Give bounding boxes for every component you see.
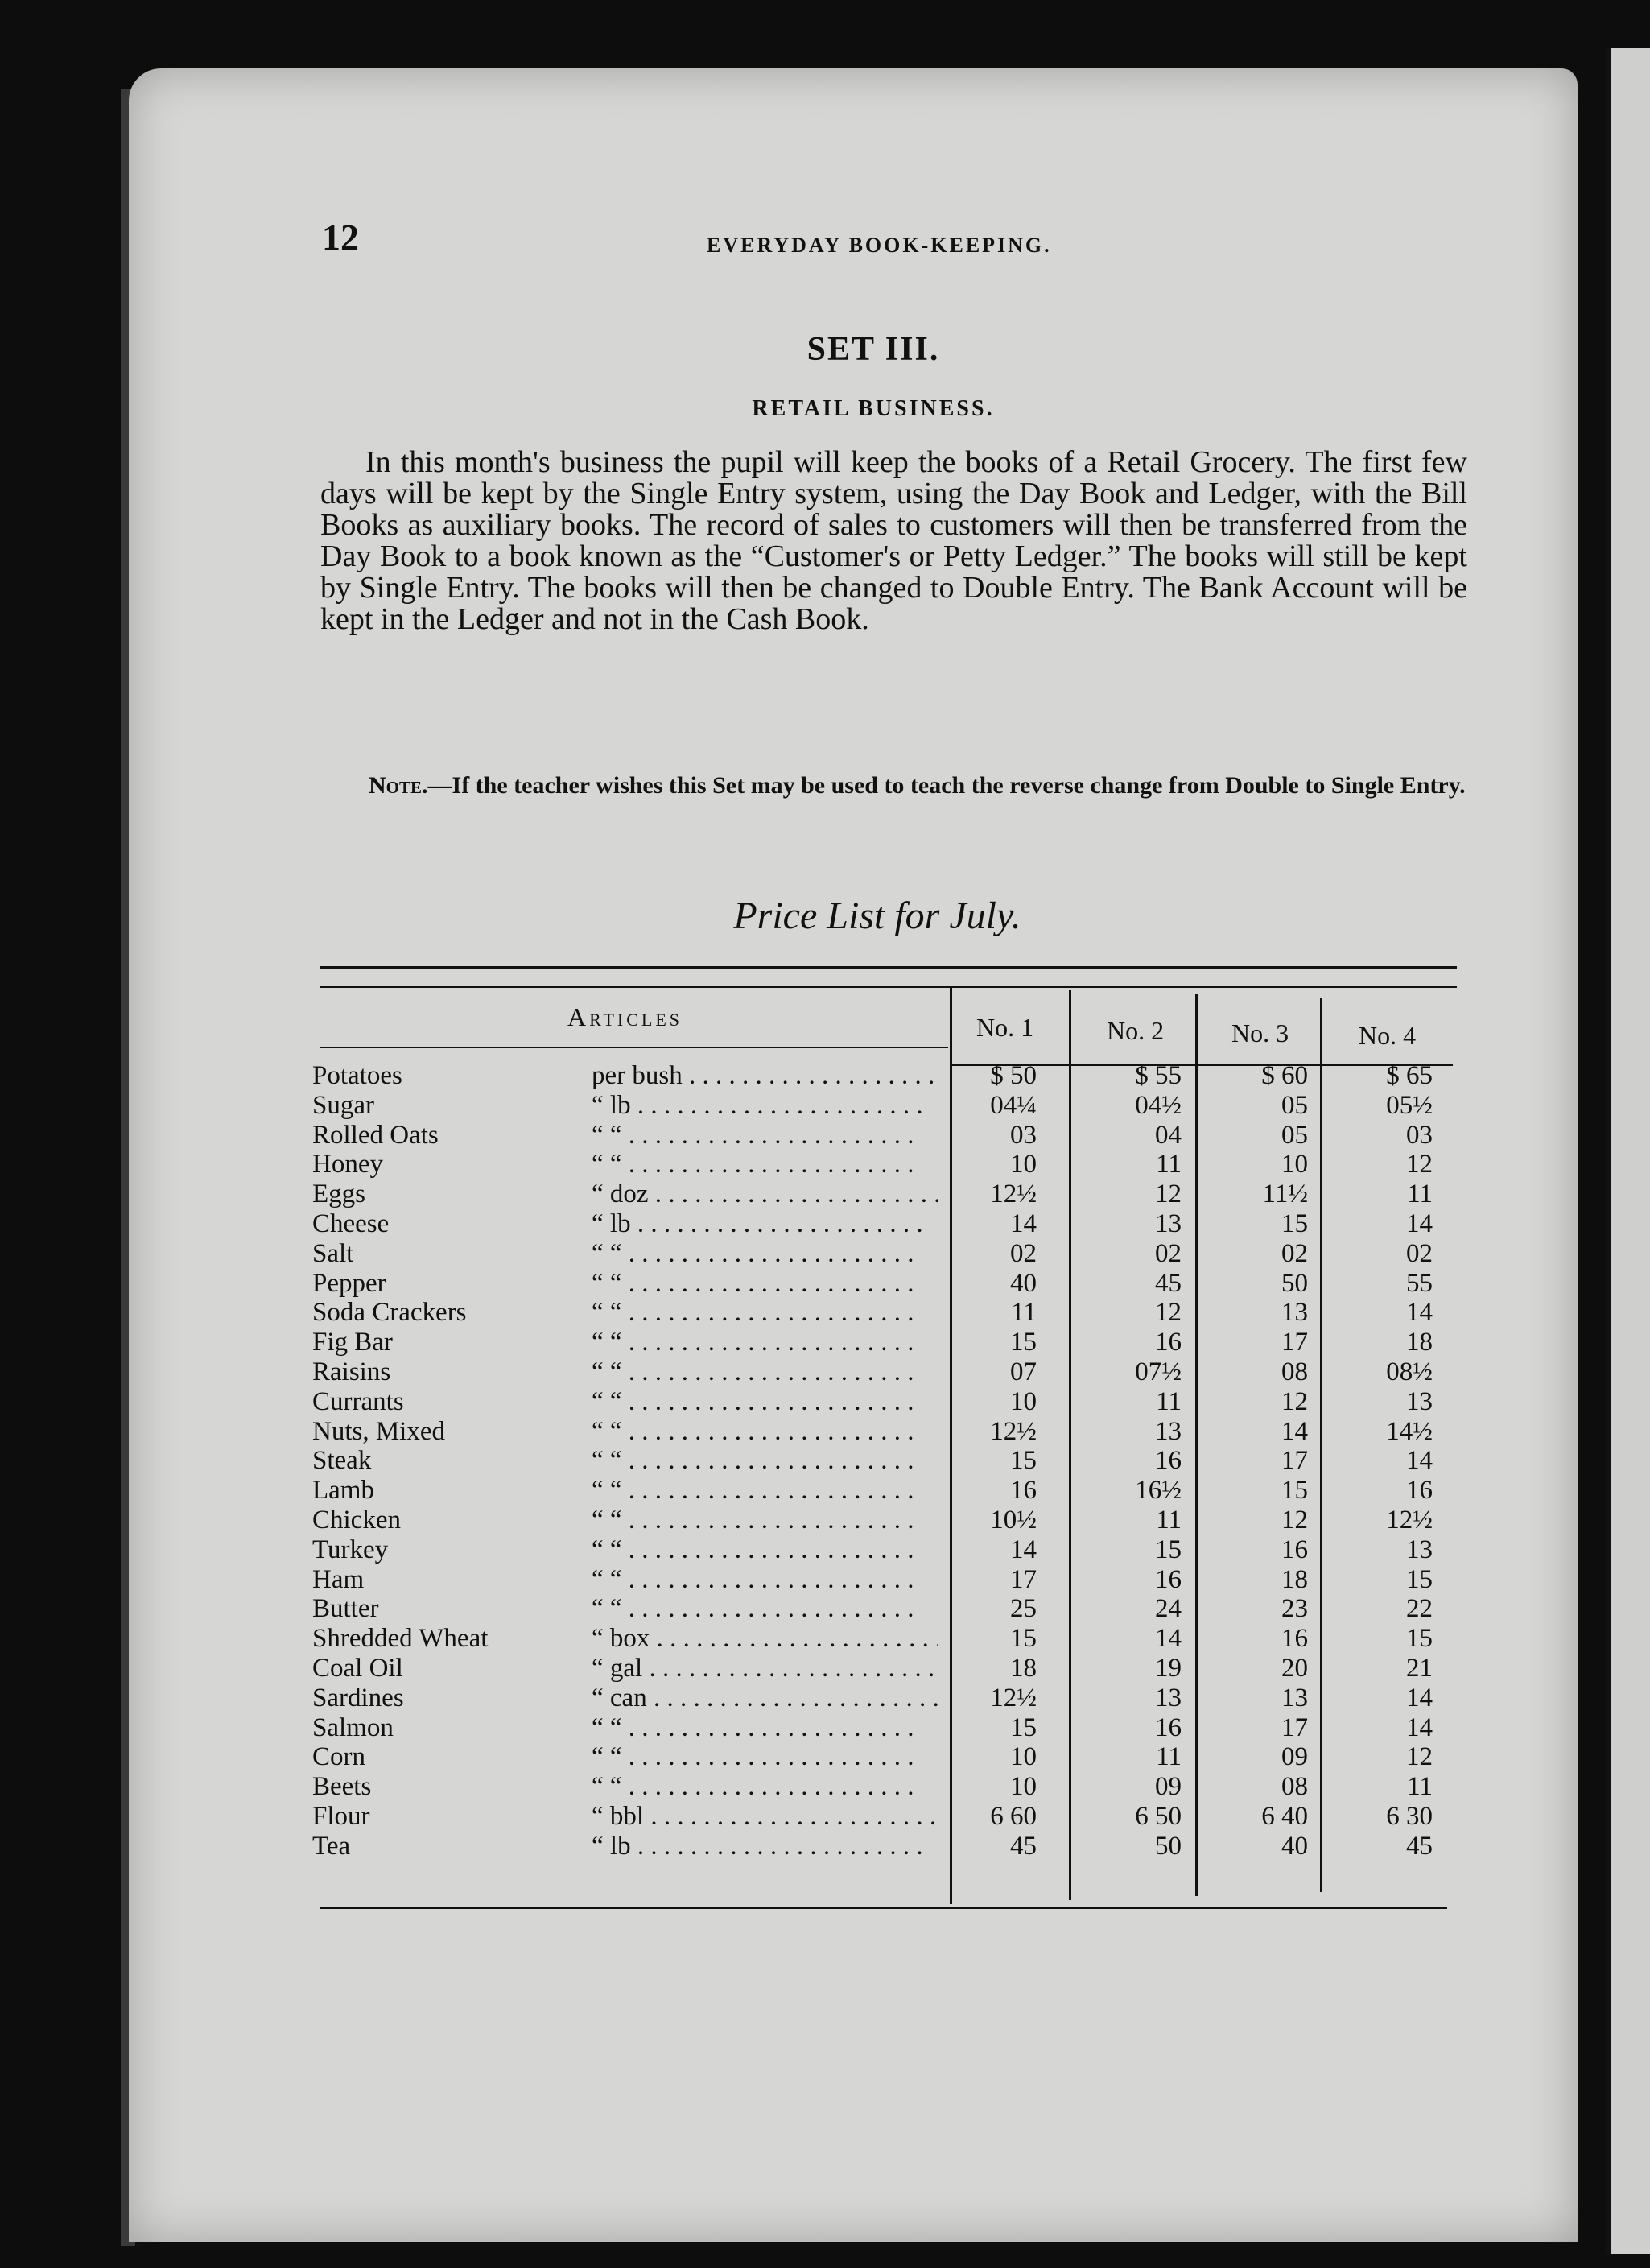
header-no4: No. 4 — [1359, 1021, 1417, 1050]
article-name: Raisins — [312, 1357, 391, 1386]
article-cell — [312, 1061, 578, 1091]
price-no3: 05 — [1281, 1090, 1308, 1120]
unit-cell — [592, 1506, 938, 1535]
unit-text: “ “ . . . — [592, 1713, 938, 1743]
unit-cell — [592, 1239, 938, 1269]
table-row — [0, 1802, 1650, 1831]
article-name: Corn — [312, 1742, 365, 1772]
price-no4: 14 — [1406, 1446, 1433, 1476]
price-no4: 16 — [1406, 1476, 1433, 1506]
unit-cell — [592, 1179, 938, 1209]
unit-cell — [592, 1061, 938, 1091]
price-no3: 15 — [1281, 1476, 1308, 1506]
unit-text: “ lb . . . — [592, 1832, 938, 1861]
unit-cell — [592, 1269, 938, 1299]
price-no1: 11 — [1011, 1298, 1037, 1328]
price-no3: 17 — [1281, 1328, 1308, 1357]
price-no2: 45 — [1155, 1268, 1182, 1298]
unit-cell — [592, 1654, 938, 1683]
price-no1: 04¼ — [990, 1090, 1037, 1120]
table-bottom-rule — [320, 1907, 1447, 1909]
table-row — [0, 1269, 1650, 1298]
price-no4: 13 — [1406, 1386, 1433, 1416]
unit-text: per bush . . . — [592, 1061, 938, 1091]
article-cell — [312, 1802, 578, 1832]
price-no4: 6 30 — [1386, 1802, 1433, 1831]
price-no1: 15 — [1010, 1446, 1037, 1476]
header-articles: Articles — [567, 1002, 683, 1031]
price-no3: 23 — [1281, 1594, 1308, 1624]
price-no1: 10 — [1010, 1742, 1037, 1772]
table-row — [0, 1328, 1650, 1357]
article-name: Potatoes — [312, 1061, 402, 1090]
unit-cell — [592, 1121, 938, 1151]
price-no3: 12 — [1281, 1506, 1308, 1535]
article-cell — [312, 1298, 578, 1328]
price-no2: 13 — [1155, 1209, 1182, 1238]
table-row — [0, 1565, 1650, 1594]
unit-cell — [592, 1594, 938, 1624]
unit-text: “ “ . . . — [592, 1565, 938, 1595]
price-list-title: Price List for July. — [733, 894, 1021, 937]
article-cell — [312, 1683, 578, 1713]
intro-paragraph: In this month's business the pupil will keep the books of a Retail Grocery. The first few days will be kept by the Single Entry system, using the Day Book and Ledger, with the Bill Books as auxiliary books. The record of sales to customers will then be transferred from the Day Book to a book known as the “Customer's or Petty Ledger.” The books will still be kept by Single Entry. The books will then be changed to Double Entry. The Bank Account will be kept in the Ledger and not in the Cash Book. — [320, 445, 1467, 636]
header-rule-articles — [320, 1047, 948, 1048]
article-cell — [312, 1742, 578, 1772]
article-name: Fig Bar — [312, 1328, 393, 1357]
price-no1: $ 50 — [990, 1061, 1037, 1090]
article-name: Coal Oil — [312, 1654, 403, 1683]
article-cell — [312, 1535, 578, 1565]
article-name: Lamb — [312, 1476, 374, 1506]
article-name: Salt — [312, 1238, 354, 1268]
price-no2: 11 — [1156, 1150, 1182, 1179]
price-no1: 45 — [1010, 1831, 1037, 1861]
unit-cell — [592, 1476, 938, 1506]
price-no1: 10 — [1010, 1386, 1037, 1416]
price-no4: 03 — [1406, 1120, 1433, 1150]
unit-text: “ “ . . . — [592, 1298, 938, 1328]
article-cell — [312, 1269, 578, 1299]
price-no4: 02 — [1406, 1238, 1433, 1268]
unit-cell — [592, 1713, 938, 1743]
article-name: Cheese — [312, 1209, 390, 1238]
price-no3: 10 — [1281, 1150, 1308, 1179]
table-row — [0, 1061, 1650, 1090]
price-no4: 14 — [1406, 1298, 1433, 1328]
price-no3: 13 — [1281, 1298, 1308, 1328]
article-cell — [312, 1357, 578, 1387]
price-no3: 18 — [1281, 1564, 1308, 1594]
price-no1: 10 — [1010, 1150, 1037, 1179]
unit-text: “ “ . . . — [592, 1417, 938, 1447]
article-cell — [312, 1150, 578, 1179]
unit-text: “ “ . . . — [592, 1506, 938, 1535]
article-cell — [312, 1594, 578, 1624]
price-no4: 11 — [1407, 1772, 1433, 1802]
price-no2: 24 — [1155, 1594, 1182, 1624]
price-no4: 21 — [1406, 1654, 1433, 1683]
article-name: Beets — [312, 1772, 372, 1802]
price-no2: 12 — [1155, 1298, 1182, 1328]
price-no2: 04 — [1155, 1120, 1182, 1150]
price-no2: $ 55 — [1135, 1061, 1182, 1090]
table-row — [0, 1091, 1650, 1120]
article-name: Salmon — [312, 1712, 394, 1742]
unit-text: “ “ . . . — [592, 1357, 938, 1387]
article-name: Rolled Oats — [312, 1120, 439, 1150]
price-no4: 12 — [1406, 1150, 1433, 1179]
price-no1: 15 — [1010, 1624, 1037, 1654]
table-row — [0, 1387, 1650, 1416]
price-no2: 16½ — [1135, 1476, 1182, 1506]
price-no2: 14 — [1155, 1624, 1182, 1654]
price-no2: 16 — [1155, 1446, 1182, 1476]
price-no2: 11 — [1156, 1742, 1182, 1772]
note-paragraph — [320, 773, 1467, 799]
unit-cell — [592, 1802, 938, 1832]
unit-text: “ “ . . . — [592, 1742, 938, 1772]
price-no2: 50 — [1155, 1831, 1182, 1861]
unit-cell — [592, 1209, 938, 1239]
article-name: Pepper — [312, 1268, 386, 1298]
article-cell — [312, 1209, 578, 1239]
table-top-rule — [320, 966, 1457, 969]
price-no1: 02 — [1010, 1238, 1037, 1268]
article-name: Flour — [312, 1802, 370, 1831]
price-no3: 16 — [1281, 1624, 1308, 1654]
price-no1: 40 — [1010, 1268, 1037, 1298]
price-no4: $ 65 — [1386, 1061, 1433, 1090]
unit-text: “ lb . . . — [592, 1209, 938, 1239]
article-name: Sardines — [312, 1683, 404, 1712]
price-no2: 12 — [1155, 1179, 1182, 1209]
article-cell — [312, 1772, 578, 1802]
price-no4: 22 — [1406, 1594, 1433, 1624]
article-name: Sugar — [312, 1090, 374, 1120]
price-no3: 09 — [1281, 1742, 1308, 1772]
price-no1: 10½ — [990, 1506, 1037, 1535]
table-row — [0, 1624, 1650, 1653]
article-name: Butter — [312, 1594, 379, 1624]
price-no2: 16 — [1155, 1712, 1182, 1742]
price-no2: 04½ — [1135, 1090, 1182, 1120]
price-no4: 08½ — [1386, 1357, 1433, 1386]
article-cell — [312, 1179, 578, 1209]
price-no4: 18 — [1406, 1328, 1433, 1357]
price-no2: 16 — [1155, 1564, 1182, 1594]
price-no2: 6 50 — [1135, 1802, 1182, 1831]
article-cell — [312, 1506, 578, 1535]
unit-cell — [592, 1535, 938, 1565]
price-no4: 14 — [1406, 1712, 1433, 1742]
table-row — [0, 1832, 1650, 1861]
table-row — [0, 1150, 1650, 1179]
article-cell — [312, 1387, 578, 1417]
price-no3: 08 — [1281, 1357, 1308, 1386]
article-name: Shredded Wheat — [312, 1624, 489, 1654]
article-cell — [312, 1624, 578, 1654]
price-no1: 12½ — [990, 1179, 1037, 1209]
unit-text: “ box . . . — [592, 1624, 938, 1654]
article-cell — [312, 1328, 578, 1357]
table-top-rule-thin — [320, 986, 1457, 988]
unit-cell — [592, 1772, 938, 1802]
price-no1: 10 — [1010, 1772, 1037, 1802]
article-cell — [312, 1121, 578, 1151]
price-no3: 15 — [1281, 1209, 1308, 1238]
unit-cell — [592, 1357, 938, 1387]
table-row — [0, 1654, 1650, 1683]
unit-text: “ “ . . . — [592, 1476, 938, 1506]
price-no2: 11 — [1156, 1386, 1182, 1416]
article-name: Honey — [312, 1150, 383, 1179]
unit-text: “ “ . . . — [592, 1328, 938, 1357]
article-cell — [312, 1565, 578, 1595]
article-name: Currants — [312, 1386, 404, 1416]
price-no1: 15 — [1010, 1712, 1037, 1742]
article-name: Soda Crackers — [312, 1298, 467, 1328]
price-no2: 13 — [1155, 1683, 1182, 1712]
article-name: Tea — [312, 1831, 351, 1861]
table-row — [0, 1357, 1650, 1386]
price-no2: 16 — [1155, 1328, 1182, 1357]
article-cell — [312, 1713, 578, 1743]
price-no3: 40 — [1281, 1831, 1308, 1861]
price-no1: 12½ — [990, 1683, 1037, 1712]
unit-cell — [592, 1387, 938, 1417]
price-no2: 19 — [1155, 1654, 1182, 1683]
price-no3: 20 — [1281, 1654, 1308, 1683]
article-cell — [312, 1239, 578, 1269]
article-name: Chicken — [312, 1506, 401, 1535]
table-row — [0, 1713, 1650, 1742]
price-no1: 15 — [1010, 1328, 1037, 1357]
price-no4: 15 — [1406, 1624, 1433, 1654]
unit-text: “ “ . . . — [592, 1239, 938, 1269]
price-no2: 07½ — [1135, 1357, 1182, 1386]
price-no1: 07 — [1010, 1357, 1037, 1386]
price-no3: 08 — [1281, 1772, 1308, 1802]
price-no4: 45 — [1406, 1831, 1433, 1861]
price-no3: 11½ — [1262, 1179, 1308, 1209]
unit-text: “ “ . . . — [592, 1772, 938, 1802]
price-no2: 15 — [1155, 1535, 1182, 1564]
unit-cell — [592, 1417, 938, 1447]
price-no1: 14 — [1010, 1535, 1037, 1564]
article-name: Nuts, Mixed — [312, 1416, 445, 1446]
article-cell — [312, 1091, 578, 1121]
table-row — [0, 1506, 1650, 1535]
header-no3: No. 3 — [1231, 1018, 1289, 1047]
price-no3: 12 — [1281, 1386, 1308, 1416]
table-row — [0, 1209, 1650, 1238]
unit-cell — [592, 1150, 938, 1179]
price-no3: $ 60 — [1261, 1061, 1308, 1090]
price-no4: 55 — [1406, 1268, 1433, 1298]
table-row — [0, 1683, 1650, 1712]
article-cell — [312, 1832, 578, 1861]
price-no3: 02 — [1281, 1238, 1308, 1268]
unit-text: “ “ . . . — [592, 1594, 938, 1624]
unit-cell — [592, 1624, 938, 1654]
price-no4: 15 — [1406, 1564, 1433, 1594]
unit-cell — [592, 1742, 938, 1772]
price-no1: 03 — [1010, 1120, 1037, 1150]
table-row — [0, 1121, 1650, 1150]
note-label: Note. — [369, 772, 428, 799]
table-row — [0, 1772, 1650, 1801]
price-no3: 6 40 — [1261, 1802, 1308, 1831]
unit-cell — [592, 1091, 938, 1121]
price-no3: 50 — [1281, 1268, 1308, 1298]
price-no1: 18 — [1010, 1654, 1037, 1683]
unit-text: “ bbl . . . — [592, 1802, 938, 1832]
running-head: EVERYDAY BOOK-KEEPING. — [707, 233, 1052, 257]
price-no3: 17 — [1281, 1446, 1308, 1476]
unit-cell — [592, 1832, 938, 1861]
table-row — [0, 1446, 1650, 1475]
price-no2: 13 — [1155, 1416, 1182, 1446]
price-no1: 12½ — [990, 1416, 1037, 1446]
unit-text: “ “ . . . — [592, 1150, 938, 1179]
article-name: Ham — [312, 1564, 365, 1594]
table-row — [0, 1417, 1650, 1446]
article-cell — [312, 1654, 578, 1683]
table-row — [0, 1476, 1650, 1505]
price-no2: 02 — [1155, 1238, 1182, 1268]
unit-text: “ doz . . . — [592, 1179, 938, 1209]
table-row — [0, 1742, 1650, 1771]
unit-cell — [592, 1683, 938, 1713]
table-row — [0, 1535, 1650, 1564]
price-no2: 09 — [1155, 1772, 1182, 1802]
unit-cell — [592, 1328, 938, 1357]
article-cell — [312, 1446, 578, 1476]
unit-text: “ “ . . . — [592, 1121, 938, 1151]
note-text: —If the teacher wishes this Set may be used to teach the reverse change from Double to Single Entry. — [427, 772, 1466, 799]
price-no4: 11 — [1407, 1179, 1433, 1209]
price-no4: 05½ — [1386, 1090, 1433, 1120]
unit-text: “ lb . . . — [592, 1091, 938, 1121]
price-no4: 14 — [1406, 1209, 1433, 1238]
header-no1: No. 1 — [976, 1013, 1034, 1042]
price-no3: 14 — [1281, 1416, 1308, 1446]
price-no1: 14 — [1010, 1209, 1037, 1238]
table-row — [0, 1239, 1650, 1268]
article-name: Steak — [312, 1446, 372, 1476]
unit-text: “ gal . . . — [592, 1654, 938, 1683]
price-no3: 17 — [1281, 1712, 1308, 1742]
price-no4: 12½ — [1386, 1506, 1433, 1535]
price-no3: 16 — [1281, 1535, 1308, 1564]
table-row — [0, 1298, 1650, 1327]
price-no2: 11 — [1156, 1506, 1182, 1535]
price-no1: 16 — [1010, 1476, 1037, 1506]
set-subtitle: RETAIL BUSINESS. — [752, 396, 995, 421]
article-cell — [312, 1417, 578, 1447]
unit-cell — [592, 1298, 938, 1328]
price-no4: 14½ — [1386, 1416, 1433, 1446]
article-name: Turkey — [312, 1535, 389, 1564]
price-no3: 05 — [1281, 1120, 1308, 1150]
unit-text: “ “ . . . — [592, 1535, 938, 1565]
article-cell — [312, 1476, 578, 1506]
price-no4: 14 — [1406, 1683, 1433, 1712]
unit-text: “ “ . . . — [592, 1387, 938, 1417]
price-no1: 25 — [1010, 1594, 1037, 1624]
price-no4: 12 — [1406, 1742, 1433, 1772]
table-row — [0, 1179, 1650, 1208]
page-number: 12 — [322, 217, 359, 258]
price-no1: 6 60 — [990, 1802, 1037, 1831]
set-title: SET III. — [806, 331, 940, 368]
price-no4: 13 — [1406, 1535, 1433, 1564]
price-no3: 13 — [1281, 1683, 1308, 1712]
table-row — [0, 1594, 1650, 1623]
header-no2: No. 2 — [1107, 1016, 1165, 1045]
article-name: Eggs — [312, 1179, 365, 1209]
unit-cell — [592, 1446, 938, 1476]
unit-text: “ “ . . . — [592, 1446, 938, 1476]
unit-text: “ “ . . . — [592, 1269, 938, 1299]
price-no1: 17 — [1010, 1564, 1037, 1594]
unit-text: “ can . . . — [592, 1683, 938, 1713]
unit-cell — [592, 1565, 938, 1595]
